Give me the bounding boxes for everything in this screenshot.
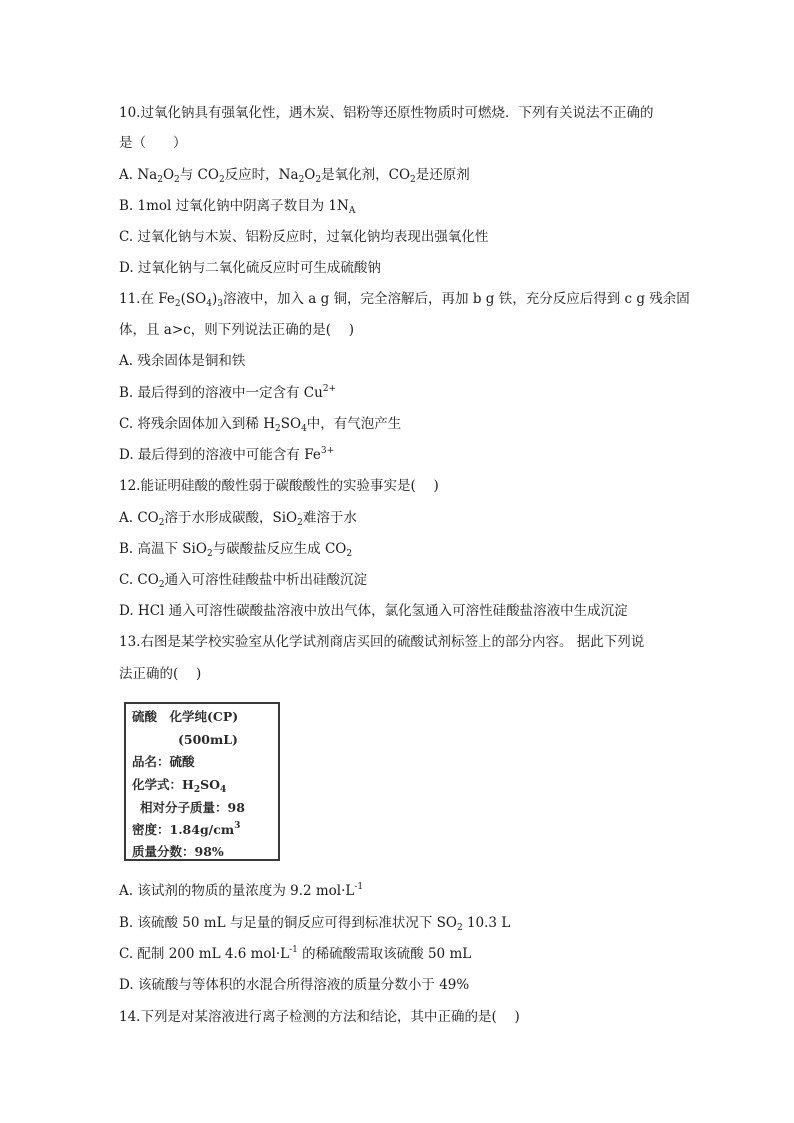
q10-option-a: A. $Na_2O_2$与 $CO_2$反应时，$Na_2O_2$是氧化剂，$CO_2$是还原剂: [119, 167, 470, 185]
q13-option-d: D. 该硫酸与等体积的水混合所得溶液的质量分数小于 49%: [119, 977, 470, 993]
label-line-formula: 化学式：$H_2SO_4$: [132, 777, 227, 795]
label-line-name-grade: 硫酸 化学纯(CP): [132, 709, 239, 724]
q13-stem-line1: 13.右图是某学校实验室从化学试剂商店买回的硫酸试剂标签上的部分内容。 据此下列说: [119, 634, 645, 650]
q11-stem-line1: 11.在 $Fe_2(SO_4)_3$溶液中，加入 a g 铜，完全溶解后，再加 b g 铁，充分反应后得到 c g 残余固: [119, 291, 690, 309]
q10-option-c: C. 过氧化钠与木炭、铝粉反应时，过氧化钠均表现出强氧化性: [119, 229, 489, 245]
q12-option-b: B. 高温下 SiO$_2$与碳酸盐反应生成 $CO_2$: [119, 541, 353, 559]
q12-option-a: A. $CO_2$溶于水形成碳酸，SiO$_2$难溶于水: [119, 510, 357, 528]
q10-option-b: B. 1mol 过氧化钠中阴离子数目为 $1N_A$: [119, 198, 356, 216]
q14-stem: 14.下列是对某溶液进行离子检测的方法和结论，其中正确的是( ): [119, 1009, 520, 1025]
q11-option-a: A. 残余固体是铜和铁: [119, 353, 246, 369]
q13-option-a: A. 该试剂的物质的量浓度为 9.2 $mol\cdot L^{-1}$: [119, 882, 364, 899]
q10-option-d: D. 过氧化钠与二氧化硫反应时可生成硫酸钠: [119, 260, 381, 276]
q12-option-d: D. HCl 通入可溶性碳酸盐溶液中放出气体，氯化氢通入可溶性硅酸盐溶液中生成沉淀: [119, 603, 628, 619]
label-line-molar-mass: 相对分子质量：98: [140, 800, 245, 815]
q12-option-c: C. $CO_2$通入可溶性硅酸盐中析出硅酸沉淀: [119, 572, 368, 590]
label-line-product-name: 品名：硫酸: [132, 754, 195, 769]
q13-stem-line2: 法正确的( ): [119, 666, 202, 682]
q11-option-d: D. 最后得到的溶液中可能含有 $Fe^{3+}$: [119, 446, 335, 463]
q12-stem: 12.能证明硅酸的酸性弱于碳酸酸性的实验事实是( ): [119, 478, 439, 494]
q13-option-c: C. 配制 200 mL 4.6 $mol\cdot L^{-1}$ 的稀硫酸需取该硫酸 50 mL: [119, 945, 472, 962]
q11-option-b: B. 最后得到的溶液中一定含有 $Cu^{2+}$: [119, 384, 337, 401]
q10-stem-line1: 10.过氧化钠具有强氧化性，遇木炭、铝粉等还原性物质时可燃烧．下列有关说法不正确的: [119, 105, 654, 121]
reagent-label-figure: [124, 702, 280, 861]
q11-stem-line2: 体，且 a>c，则下列说法正确的是( ): [119, 322, 355, 338]
label-line-volume: (500mL): [178, 732, 238, 747]
q13-option-b: B. 该硫酸 50 mL 与足量的铜反应可得到标准状况下 $SO_2$ 10.3 L: [119, 915, 511, 933]
label-line-density: 密度：$1.84g/cm^3$: [132, 821, 241, 837]
label-line-mass-fraction: 质量分数：98%: [132, 844, 224, 859]
q11-option-c: C. 将残余固体加入到稀 $H_2SO_4$中，有气泡产生: [119, 416, 402, 434]
q10-stem-line2: 是（ ）: [119, 135, 187, 151]
